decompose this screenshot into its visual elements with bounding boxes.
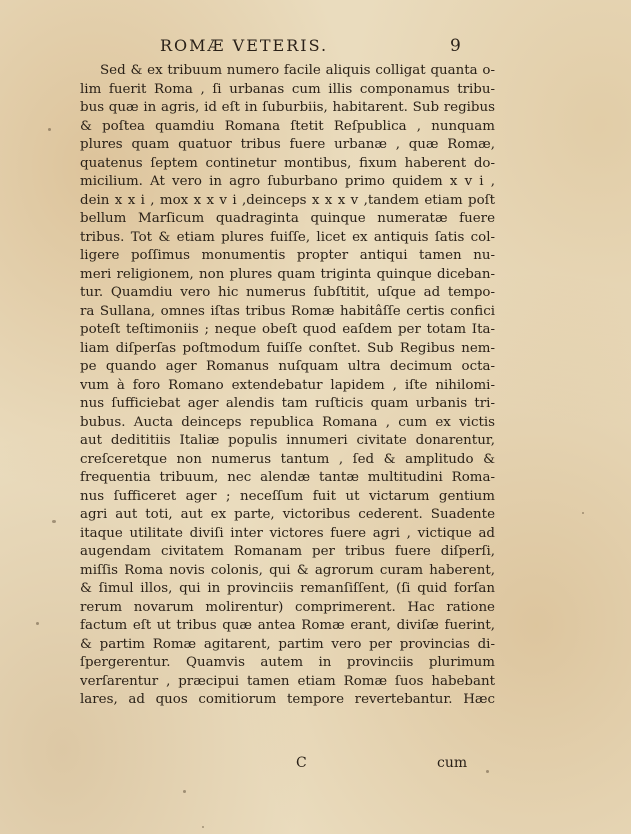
text-line: liam diſperſas poſtmodum fuiſſe conſtet. Sub Regibus nem-	[80, 340, 495, 356]
catchword: cum	[437, 755, 468, 771]
running-title: ROMÆ VETERIS.	[160, 36, 329, 55]
text-line: bellum Marſicum quadraginta quinque numeratæ fuere	[80, 211, 495, 226]
text-line: plures quam quatuor tribus fuere urbanæ , quæ Romæ,	[80, 137, 495, 152]
text-line: quatenus ſeptem continetur montibus, fixum haberent do-	[80, 155, 495, 171]
text-line: lares, ad quos comitiorum tempore revertebantur. Hæc	[80, 692, 495, 707]
text-line: nus ſufficiebat ager alendis tam ruſticis quam urbanis tri-	[80, 396, 495, 411]
body-text	[80, 62, 495, 710]
running-head	[0, 36, 631, 56]
signature-mark: C	[296, 755, 307, 771]
text-line: dein x x i , mox x x v i ,deinceps x x x v ,tandem etiam poſt	[80, 192, 495, 208]
text-line: vum à foro Romano extendebatur lapidem , iſte nihilomi-	[80, 377, 495, 393]
text-line: bubus. Aucta deinceps republica Romana , cum ex victis	[80, 414, 495, 430]
text-line: rerum novarum molirentur) comprimerent. Hac ratione	[80, 599, 495, 615]
text-line: augendam civitatem Romanam per tribus fuere diſperſi,	[80, 544, 495, 559]
text-line: itaque utilitate diviſi inter victores fuere agri , victique ad	[80, 525, 495, 541]
text-line: lim fuerit Roma , ſi urbanas cum illis componamus tribu-	[80, 81, 495, 97]
text-line: frequentia tribuum, nec alendæ tantæ multitudini Roma-	[80, 470, 495, 485]
text-line: creſceretque non numerus tantum , ſed & amplitudo &	[80, 451, 495, 467]
text-line: & ſimul illos, qui in provinciis remanſiſſent, (ſi quid forſan	[80, 581, 495, 596]
text-line: ra Sullana, omnes iſtas tribus Romæ habitâſſe certis confici	[80, 303, 495, 319]
text-line: ſpergerentur. Quamvis autem in provinciis plurimum	[80, 655, 495, 670]
text-line: bus quæ in agris, id eſt in ſuburbiis, habitarent. Sub regibus	[80, 100, 495, 115]
text-line: poteſt teſtimoniis ; neque obeſt quod eaſdem per totam Ita-	[80, 322, 495, 337]
text-line: micilium. At vero in agro ſuburbano primo quidem x v i ,	[80, 174, 495, 189]
text-line: tur. Quamdiu vero hic numerus ſubſtitit, uſque ad tempo-	[80, 285, 495, 300]
text-line: & poſtea quamdiu Romana ſtetit Reſpublica , nunquam	[80, 118, 495, 134]
text-line: & partim Romæ agitarent, partim vero per provincias di-	[80, 636, 495, 652]
text-line: Sed & ex tribuum numero facile aliquis colligat quanta o-	[100, 63, 495, 78]
text-line: pe quando ager Romanus nuſquam ultra decimum octa-	[80, 359, 495, 374]
text-line: meri religionem, non plures quam triginta quinque diceban-	[80, 266, 495, 282]
page-footer	[0, 755, 631, 775]
page-number: 9	[450, 36, 461, 56]
text-line: ligere poſſimus monumentis propter antiqui tamen nu-	[80, 248, 495, 263]
text-line: nus ſufficeret ager ; neceſſum fuit ut victarum gentium	[80, 488, 495, 504]
text-line: verſarentur , præcipui tamen etiam Romæ ſuos habebant	[80, 673, 495, 689]
text-line: tribus. Tot & etiam plures fuiſſe, licet ex antiquis ſatis col-	[80, 229, 495, 245]
text-line: factum eſt ut tribus quæ antea Romæ erant, diviſæ fuerint,	[80, 618, 495, 633]
text-line: aut dedititiis Italiæ populis innumeri civitate donarentur,	[80, 433, 495, 448]
text-line: agri aut toti, aut ex parte, victoribus cederent. Suadente	[80, 507, 495, 522]
text-line: miſſis Roma novis colonis, qui & agrorum curam haberent,	[80, 562, 495, 578]
